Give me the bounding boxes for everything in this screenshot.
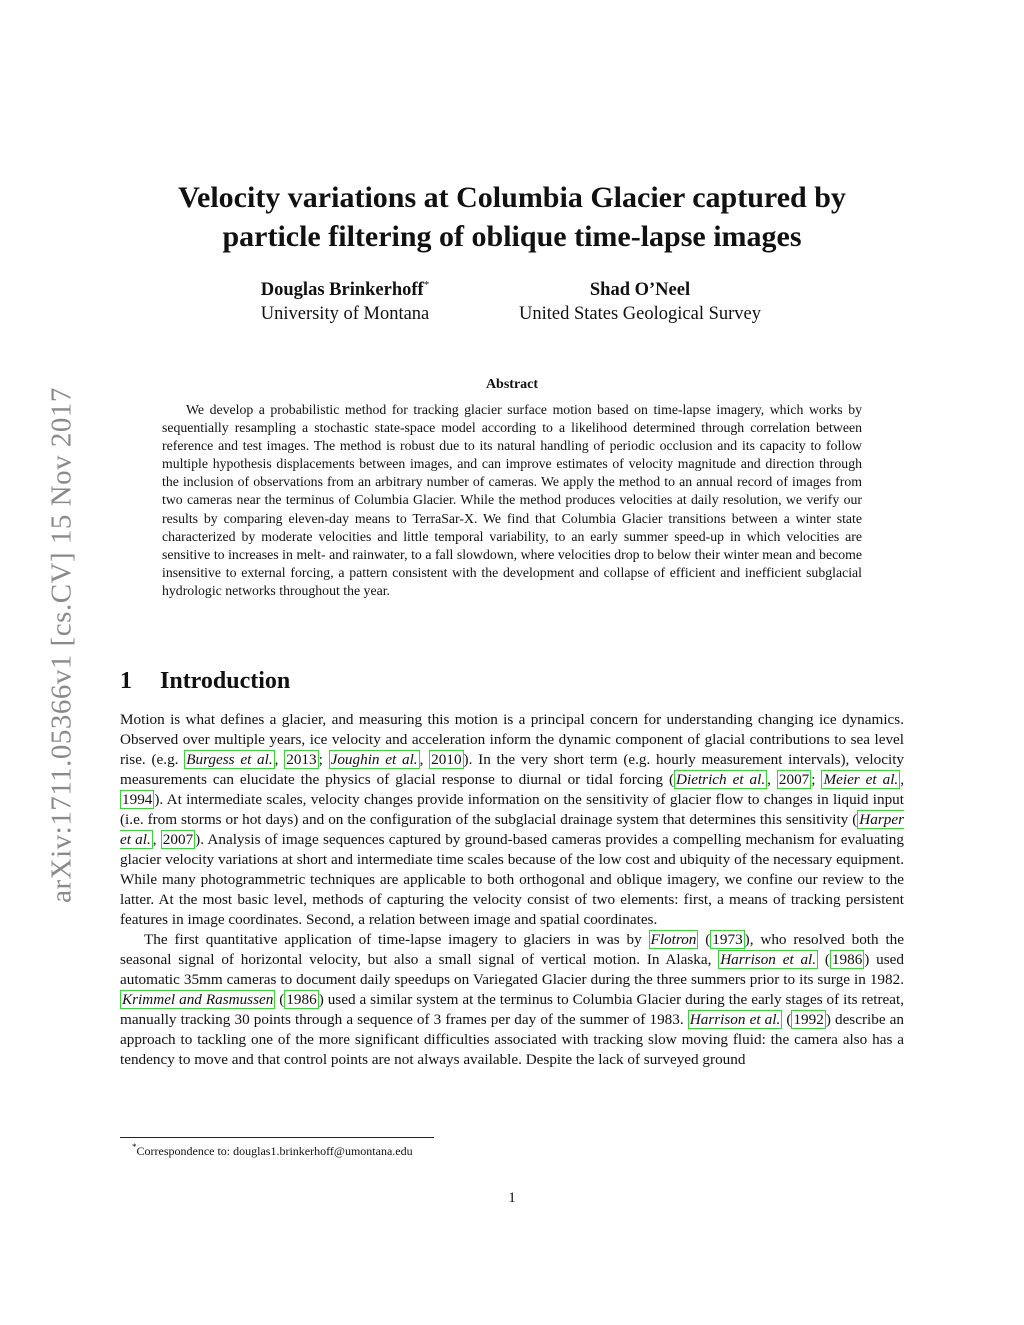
abstract-heading: Abstract bbox=[485, 377, 539, 392]
author-2 bbox=[495, 273, 785, 326]
section-title: Introduction bbox=[160, 668, 291, 694]
citation-link[interactable]: 2007 bbox=[162, 831, 194, 848]
intro-paragraph-2: The first quantitative application of time-lapse imagery to glaciers in was by Flotron ( 1973 ), who resolved both the seasonal signal of horizontal velocity, but also a small signal of vertical motion. In Alaska, Harrison et al. ( 1986 ) used automatic 35mm cameras to document daily speedups on Variegated Glacier during the three summers prior to its surge in 1982. Krimmel and Rasmussen ( 1986 ) used a similar system at the terminus to Columbia Glacier during the early stages of its retreat, manually tracking 30 points through a sequence of 3 frames per day of the summer of 1983. Harrison et al. ( 1992 ) describe an approach to tackling one of the more significant difficulties associated with tracking slow moving fluid: the camera also has a tendency to move and that control points are not always available. Despite the lack of surveyed ground bbox=[120, 931, 905, 1068]
author-2-affiliation: United States Geological Survey bbox=[519, 304, 761, 325]
citation-link[interactable]: 1973 bbox=[712, 931, 743, 948]
author-1 bbox=[200, 273, 490, 326]
author-1-footnote-mark: * bbox=[423, 279, 430, 291]
citation-link[interactable]: 1986 bbox=[831, 951, 863, 968]
author-2-name: Shad O’Neel bbox=[589, 280, 691, 301]
title-line-2: particle filtering of oblique time-lapse images bbox=[222, 220, 802, 253]
citation-link[interactable]: Joughin et al. bbox=[330, 751, 418, 768]
citation-link[interactable]: Krimmel and Rasmussen bbox=[122, 991, 274, 1008]
introduction-body bbox=[120, 710, 904, 1070]
citation-link[interactable]: Burgess et al. bbox=[186, 751, 273, 768]
section-heading bbox=[120, 668, 290, 695]
footnote-divider bbox=[120, 1137, 434, 1138]
citation-link[interactable]: Harper et al. bbox=[120, 811, 904, 848]
page-number: 1 bbox=[508, 1190, 516, 1206]
footnote bbox=[120, 1142, 413, 1159]
citation-link[interactable]: Dietrich et al. bbox=[676, 771, 766, 788]
citation-link[interactable]: Meier et al. bbox=[823, 771, 899, 788]
citation-link[interactable]: Flotron bbox=[650, 931, 697, 948]
citation-link[interactable]: Harrison et al. bbox=[689, 1011, 781, 1028]
section-number: 1 bbox=[120, 668, 132, 694]
title-line-1: Velocity variations at Columbia Glacier captured by bbox=[178, 181, 846, 214]
citation-link[interactable]: 1992 bbox=[793, 1011, 824, 1028]
footnote-mark: * bbox=[132, 1142, 137, 1152]
citation-link[interactable]: 2007 bbox=[778, 771, 810, 788]
citation-link[interactable]: 1994 bbox=[122, 791, 153, 808]
author-1-name: Douglas Brinkerhoff* bbox=[260, 279, 430, 301]
arxiv-identifier: arXiv:1711.05366v1 [cs.CV] 15 Nov 2017 bbox=[45, 387, 78, 903]
citation-link[interactable]: 1986 bbox=[286, 991, 317, 1008]
author-1-affiliation: University of Montana bbox=[260, 304, 430, 325]
abstract bbox=[162, 401, 862, 600]
footnote-text: Correspondence to: douglas1.brinkerhoff@umontana.edu bbox=[136, 1144, 413, 1158]
citation-link[interactable]: 2013 bbox=[286, 751, 317, 768]
intro-paragraph-1: Motion is what defines a glacier, and measuring this motion is a principal concern for understanding changing ice dynamics. Observed over multiple years, ice velocity and acceleration inform the dynamic component of glacial contributions to sea level rise. (e.g. Burgess et al. , 2013 ; Joughin et al. , 2010 ). In the very short term (e.g. hourly measurement intervals), velocity measurements can elucidate the physics of glacial response to diurnal or tidal forcing ( Dietrich et al. , 2007 ; Meier et al. , 1994 ). At intermediate scales, velocity changes provide information on the sensitivity of glacier flow to changes in liquid input (i.e. from storms or hot days) and on the configuration of the subglacial drainage system that determines this sensitivity ( Harper et al. , 2007 ). Analysis of image sequences captured by ground-based cameras provides a compelling mechanism for evaluating glacier velocity variations at short and intermediate time scales because of the low cost and ubiquity of the necessary equipment. While many photogrammetric techniques are applicable to both orthogonal and oblique imagery, we confine our review to the latter. At the most basic level, methods of capturing the velocity consist of two elements: first, a means of tracking persistent features in image coordinates. Second, a relation between image and spatial coordinates. bbox=[120, 711, 905, 928]
citation-link[interactable]: 2010 bbox=[431, 751, 462, 768]
citation-link[interactable]: Harrison et al. bbox=[720, 951, 817, 968]
paper-title bbox=[0, 178, 1024, 256]
abstract-text: We develop a probabilistic method for tracking glacier surface motion based on time-lapse imagery, which works by sequentially resampling a stochastic state-space model according to a likelihood determined through correlation between reference and test images. The method is robust due to its natural handling of periodic occlusion and its capacity to follow multiple hypothesis displacements between images, and can improve estimates of velocity magnitude and direction through the inclusion of observations from an arbitrary number of cameras. We apply the method to an annual record of images from two cameras near the terminus of Columbia Glacier. While the method produces velocities at daily resolution, we verify our results by comparing eleven-day means to TerraSar-X. We find that Columbia Glacier transitions between a winter state characterized by moderate velocities and little temporal variability, to an early summer speed-up in which velocities are sensitive to increases in melt- and rainwater, to a fall slowdown, where velocities drop to below their winter mean and become insensitive to external forcing, a pattern consistent with the development and collapse of efficient and inefficient subglacial hydrologic networks throughout the year. bbox=[162, 402, 862, 598]
